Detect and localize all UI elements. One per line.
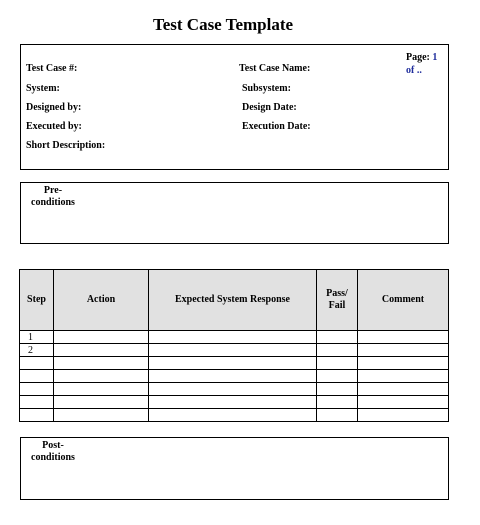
test-case-number-label: Test Case #: (26, 63, 78, 74)
comment-cell (358, 409, 449, 422)
pass-fail-cell (317, 331, 358, 344)
expected-cell (149, 357, 317, 370)
preconditions-box (20, 182, 449, 244)
comment-cell (358, 344, 449, 357)
designed-by-label: Designed by: (26, 102, 82, 113)
expected-cell (149, 344, 317, 357)
step-cell (20, 383, 54, 396)
action-cell (54, 357, 149, 370)
page-number-label (406, 51, 446, 77)
pass-fail-cell (317, 357, 358, 370)
preconditions-line2: conditions (31, 197, 75, 208)
step-cell: 1 (20, 331, 54, 344)
action-cell (54, 331, 149, 344)
column-header-expected-response: Expected System Response (149, 270, 317, 331)
preconditions-line1: Pre- (43, 185, 63, 196)
step-cell (20, 409, 54, 422)
action-cell (54, 370, 149, 383)
step-cell (20, 370, 54, 383)
comment-cell (358, 331, 449, 344)
short-description-label: Short Description: (26, 140, 106, 151)
document-title: Test Case Template (152, 15, 294, 34)
page-of: of .. (406, 65, 422, 76)
postconditions-line1: Post- (42, 440, 64, 451)
expected-cell (149, 370, 317, 383)
table-row (20, 409, 449, 422)
postconditions-box (20, 437, 449, 500)
pass-fail-cell (317, 344, 358, 357)
expected-cell (149, 383, 317, 396)
preconditions-label (25, 185, 81, 209)
postconditions-label (25, 440, 81, 464)
postconditions-line2: conditions (31, 452, 75, 463)
execution-date-label: Execution Date: (242, 121, 311, 132)
pass-fail-cell (317, 396, 358, 409)
comment-cell (358, 383, 449, 396)
pass-fail-cell (317, 370, 358, 383)
system-label: System: (26, 83, 60, 94)
step-cell (20, 396, 54, 409)
action-cell (54, 344, 149, 357)
design-date-label: Design Date: (242, 102, 297, 113)
pass-fail-line1: Pass/ (326, 288, 348, 299)
table-row (20, 370, 449, 383)
pass-fail-cell (317, 383, 358, 396)
action-cell (54, 396, 149, 409)
test-steps-table (19, 269, 449, 422)
page-number: 1 (432, 52, 438, 63)
comment-cell (358, 370, 449, 383)
test-case-header-box (20, 44, 449, 170)
page-prefix: Page: (406, 52, 430, 63)
table-header-row (20, 270, 449, 331)
expected-cell (149, 331, 317, 344)
action-cell (54, 409, 149, 422)
column-header-pass-fail (317, 270, 358, 331)
table-row (20, 344, 449, 357)
pass-fail-cell (317, 409, 358, 422)
step-cell: 2 (20, 344, 54, 357)
comment-cell (358, 357, 449, 370)
table-row (20, 331, 449, 344)
step-cell (20, 357, 54, 370)
test-case-name-label: Test Case Name: (239, 63, 311, 74)
executed-by-label: Executed by: (26, 121, 82, 132)
table-row (20, 383, 449, 396)
subsystem-label: Subsystem: (242, 83, 291, 94)
comment-cell (358, 396, 449, 409)
action-cell (54, 383, 149, 396)
column-header-action: Action (54, 270, 149, 331)
pass-fail-line2: Fail (328, 300, 346, 311)
expected-cell (149, 396, 317, 409)
table-row (20, 357, 449, 370)
column-header-step: Step (20, 270, 54, 331)
expected-cell (149, 409, 317, 422)
column-header-comment: Comment (358, 270, 449, 331)
table-row (20, 396, 449, 409)
